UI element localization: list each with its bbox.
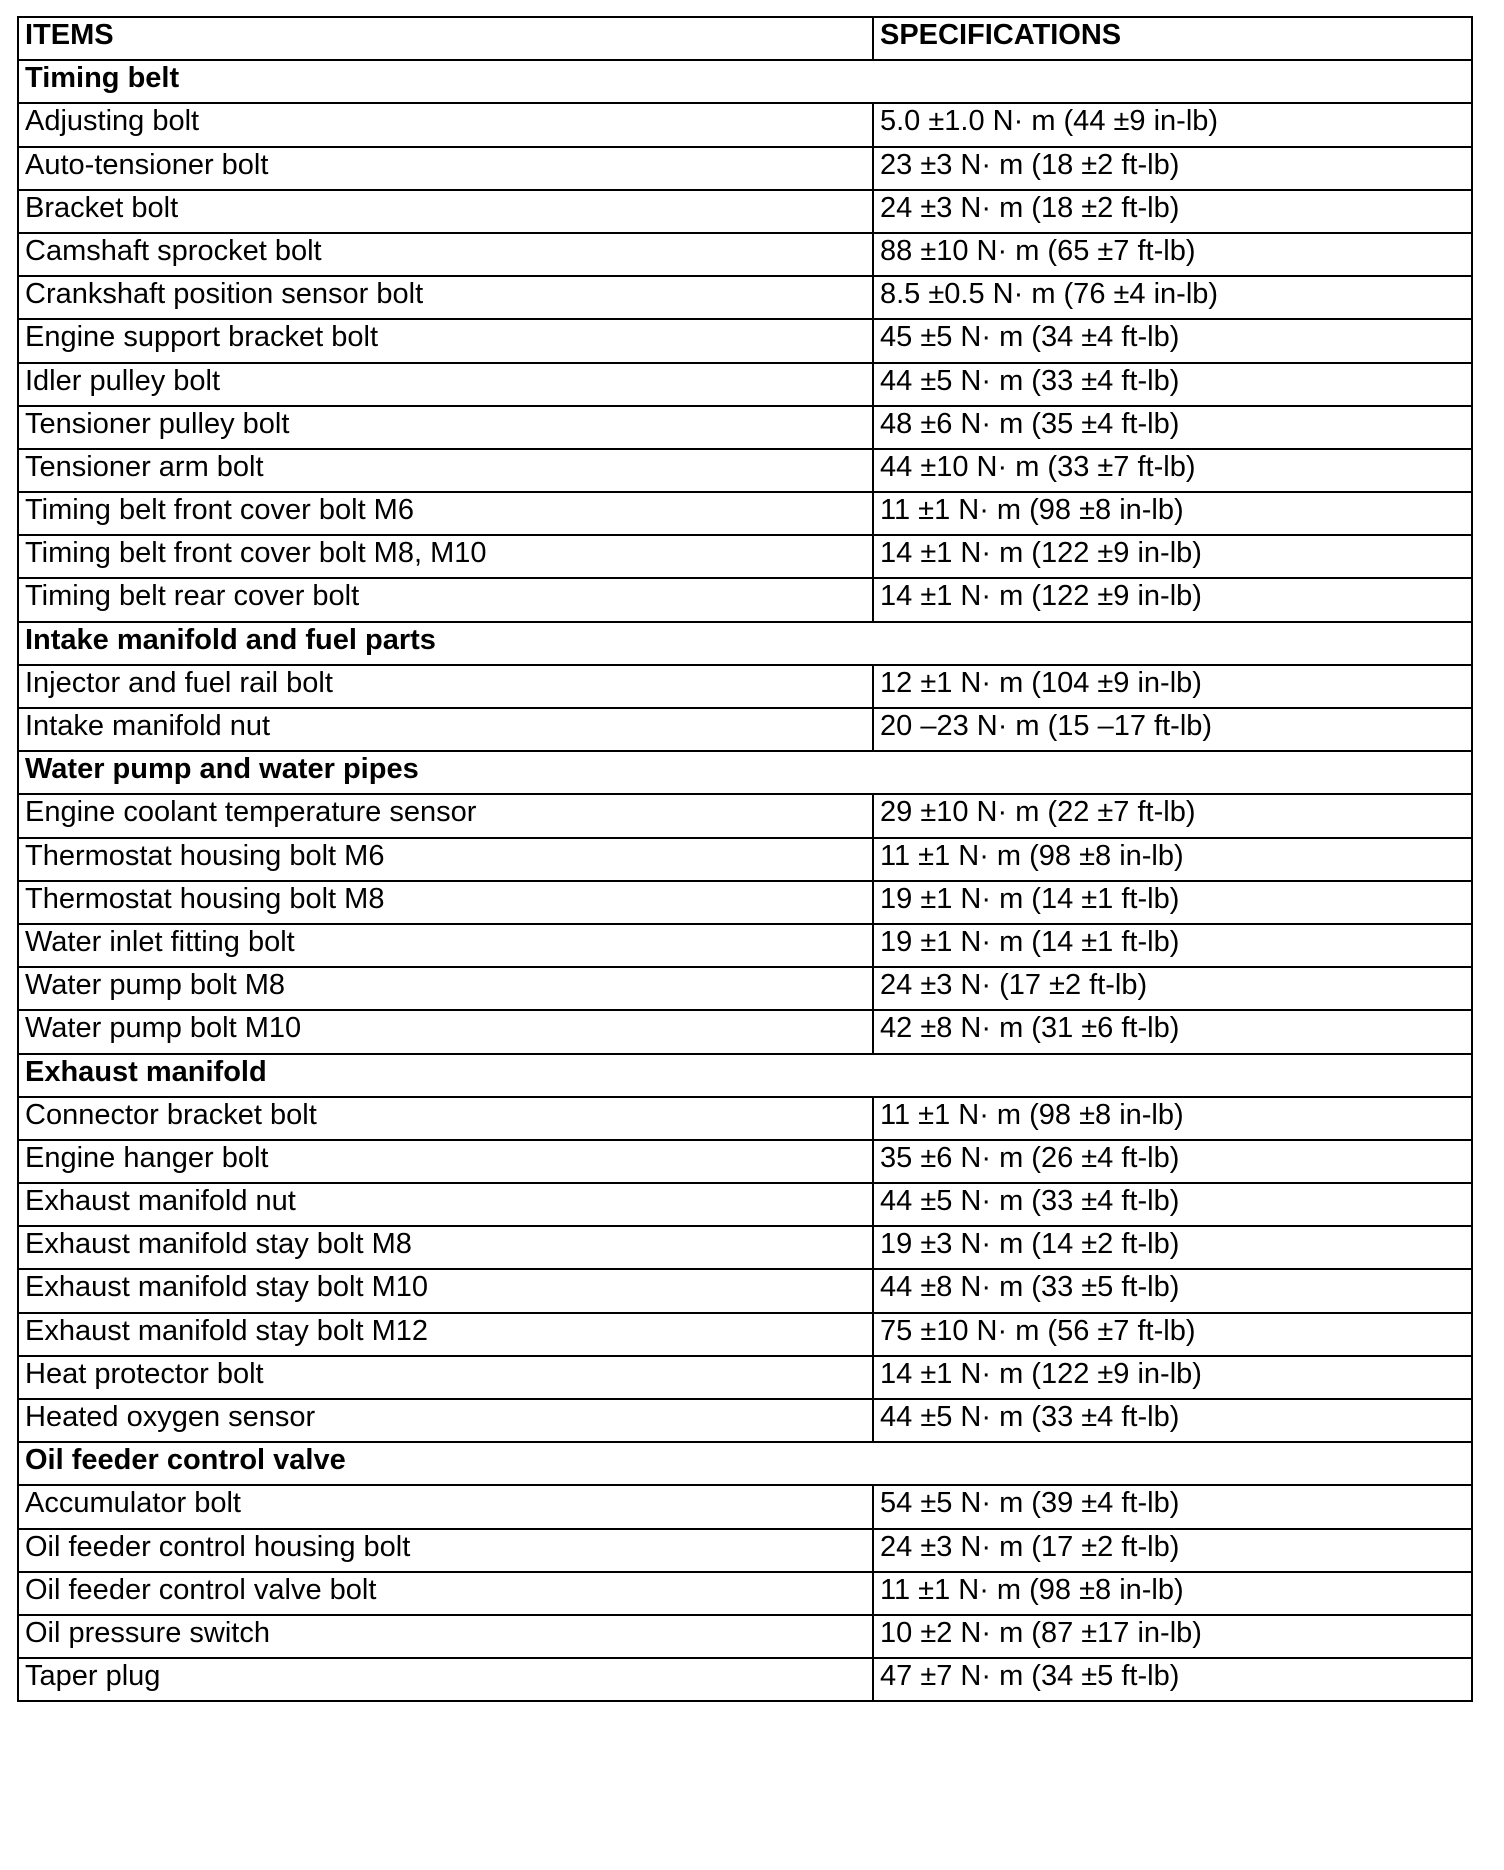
- section-header-row: [18, 751, 1472, 794]
- section-header-row: [18, 622, 1472, 665]
- spec-cell: 11 ±1 N· m (98 ±8 in-lb): [873, 492, 1472, 535]
- item-cell: Engine coolant temperature sensor: [18, 794, 873, 837]
- item-cell: Crankshaft position sensor bolt: [18, 276, 873, 319]
- table-row: [18, 535, 1472, 578]
- table-row: [18, 233, 1472, 276]
- item-cell: Adjusting bolt: [18, 103, 873, 146]
- item-cell: Water pump bolt M10: [18, 1010, 873, 1053]
- spec-cell: 11 ±1 N· m (98 ±8 in-lb): [873, 838, 1472, 881]
- table-row: [18, 1615, 1472, 1658]
- spec-cell: 44 ±5 N· m (33 ±4 ft-lb): [873, 1399, 1472, 1442]
- table-row: [18, 190, 1472, 233]
- item-cell: Thermostat housing bolt M6: [18, 838, 873, 881]
- spec-cell: 54 ±5 N· m (39 ±4 ft-lb): [873, 1485, 1472, 1528]
- item-cell: Taper plug: [18, 1658, 873, 1701]
- spec-cell: 48 ±6 N· m (35 ±4 ft-lb): [873, 406, 1472, 449]
- table-row: [18, 578, 1472, 621]
- table-row: [18, 708, 1472, 751]
- spec-cell: 14 ±1 N· m (122 ±9 in-lb): [873, 535, 1472, 578]
- spec-cell: 14 ±1 N· m (122 ±9 in-lb): [873, 1356, 1472, 1399]
- table-row: [18, 1269, 1472, 1312]
- spec-cell: 42 ±8 N· m (31 ±6 ft-lb): [873, 1010, 1472, 1053]
- spec-cell: 23 ±3 N· m (18 ±2 ft-lb): [873, 147, 1472, 190]
- item-cell: Thermostat housing bolt M8: [18, 881, 873, 924]
- table-row: [18, 147, 1472, 190]
- item-cell: Exhaust manifold stay bolt M8: [18, 1226, 873, 1269]
- table-row: [18, 1097, 1472, 1140]
- table-row: [18, 492, 1472, 535]
- table-row: [18, 881, 1472, 924]
- item-cell: Exhaust manifold nut: [18, 1183, 873, 1226]
- table-row: [18, 1010, 1472, 1053]
- item-cell: Idler pulley bolt: [18, 363, 873, 406]
- table-body: [18, 60, 1472, 1701]
- table-row: [18, 1183, 1472, 1226]
- item-cell: Accumulator bolt: [18, 1485, 873, 1528]
- item-cell: Engine support bracket bolt: [18, 319, 873, 362]
- spec-cell: 88 ±10 N· m (65 ±7 ft-lb): [873, 233, 1472, 276]
- item-cell: Intake manifold nut: [18, 708, 873, 751]
- table-row: [18, 924, 1472, 967]
- table-row: [18, 1356, 1472, 1399]
- section-title: Oil feeder control valve: [18, 1442, 1472, 1485]
- table-row: [18, 1313, 1472, 1356]
- section-title: Water pump and water pipes: [18, 751, 1472, 794]
- item-cell: Connector bracket bolt: [18, 1097, 873, 1140]
- item-cell: Bracket bolt: [18, 190, 873, 233]
- spec-cell: 47 ±7 N· m (34 ±5 ft-lb): [873, 1658, 1472, 1701]
- item-cell: Timing belt rear cover bolt: [18, 578, 873, 621]
- spec-cell: 14 ±1 N· m (122 ±9 in-lb): [873, 578, 1472, 621]
- spec-cell: 10 ±2 N· m (87 ±17 in-lb): [873, 1615, 1472, 1658]
- item-cell: Timing belt front cover bolt M6: [18, 492, 873, 535]
- header-specifications: SPECIFICATIONS: [873, 17, 1472, 60]
- item-cell: Camshaft sprocket bolt: [18, 233, 873, 276]
- section-header-row: [18, 1054, 1472, 1097]
- section-header-row: [18, 1442, 1472, 1485]
- spec-cell: 19 ±1 N· m (14 ±1 ft-lb): [873, 881, 1472, 924]
- specifications-table: [17, 16, 1473, 1702]
- item-cell: Auto-tensioner bolt: [18, 147, 873, 190]
- item-cell: Tensioner arm bolt: [18, 449, 873, 492]
- spec-cell: 75 ±10 N· m (56 ±7 ft-lb): [873, 1313, 1472, 1356]
- spec-cell: 12 ±1 N· m (104 ±9 in-lb): [873, 665, 1472, 708]
- spec-cell: 44 ±5 N· m (33 ±4 ft-lb): [873, 363, 1472, 406]
- table-row: [18, 794, 1472, 837]
- table-row: [18, 449, 1472, 492]
- item-cell: Heated oxygen sensor: [18, 1399, 873, 1442]
- table-row: [18, 838, 1472, 881]
- table-row: [18, 665, 1472, 708]
- item-cell: Oil pressure switch: [18, 1615, 873, 1658]
- header-items: ITEMS: [18, 17, 873, 60]
- table-row: [18, 1485, 1472, 1528]
- spec-cell: 24 ±3 N· (17 ±2 ft-lb): [873, 967, 1472, 1010]
- spec-cell: 5.0 ±1.0 N· m (44 ±9 in-lb): [873, 103, 1472, 146]
- table-row: [18, 967, 1472, 1010]
- table-row: [18, 103, 1472, 146]
- spec-cell: 44 ±10 N· m (33 ±7 ft-lb): [873, 449, 1472, 492]
- item-cell: Timing belt front cover bolt M8, M10: [18, 535, 873, 578]
- table-row: [18, 406, 1472, 449]
- item-cell: Exhaust manifold stay bolt M10: [18, 1269, 873, 1312]
- table-row: [18, 1140, 1472, 1183]
- spec-cell: 44 ±5 N· m (33 ±4 ft-lb): [873, 1183, 1472, 1226]
- spec-cell: 24 ±3 N· m (17 ±2 ft-lb): [873, 1529, 1472, 1572]
- table-row: [18, 319, 1472, 362]
- spec-cell: 29 ±10 N· m (22 ±7 ft-lb): [873, 794, 1472, 837]
- spec-cell: 20 –23 N· m (15 –17 ft-lb): [873, 708, 1472, 751]
- item-cell: Water inlet fitting bolt: [18, 924, 873, 967]
- table-row: [18, 1529, 1472, 1572]
- item-cell: Water pump bolt M8: [18, 967, 873, 1010]
- section-title: Timing belt: [18, 60, 1472, 103]
- spec-cell: 19 ±3 N· m (14 ±2 ft-lb): [873, 1226, 1472, 1269]
- table-row: [18, 1399, 1472, 1442]
- spec-cell: 8.5 ±0.5 N· m (76 ±4 in-lb): [873, 276, 1472, 319]
- table-row: [18, 1226, 1472, 1269]
- section-header-row: [18, 60, 1472, 103]
- table-row: [18, 1658, 1472, 1701]
- section-title: Exhaust manifold: [18, 1054, 1472, 1097]
- table-row: [18, 276, 1472, 319]
- table-row: [18, 363, 1472, 406]
- table-header-row: [18, 17, 1472, 60]
- item-cell: Oil feeder control valve bolt: [18, 1572, 873, 1615]
- spec-cell: 19 ±1 N· m (14 ±1 ft-lb): [873, 924, 1472, 967]
- item-cell: Engine hanger bolt: [18, 1140, 873, 1183]
- item-cell: Heat protector bolt: [18, 1356, 873, 1399]
- spec-cell: 11 ±1 N· m (98 ±8 in-lb): [873, 1097, 1472, 1140]
- spec-cell: 45 ±5 N· m (34 ±4 ft-lb): [873, 319, 1472, 362]
- spec-cell: 11 ±1 N· m (98 ±8 in-lb): [873, 1572, 1472, 1615]
- spec-cell: 35 ±6 N· m (26 ±4 ft-lb): [873, 1140, 1472, 1183]
- item-cell: Oil feeder control housing bolt: [18, 1529, 873, 1572]
- spec-cell: 44 ±8 N· m (33 ±5 ft-lb): [873, 1269, 1472, 1312]
- table-row: [18, 1572, 1472, 1615]
- item-cell: Exhaust manifold stay bolt M12: [18, 1313, 873, 1356]
- section-title: Intake manifold and fuel parts: [18, 622, 1472, 665]
- item-cell: Tensioner pulley bolt: [18, 406, 873, 449]
- spec-cell: 24 ±3 N· m (18 ±2 ft-lb): [873, 190, 1472, 233]
- item-cell: Injector and fuel rail bolt: [18, 665, 873, 708]
